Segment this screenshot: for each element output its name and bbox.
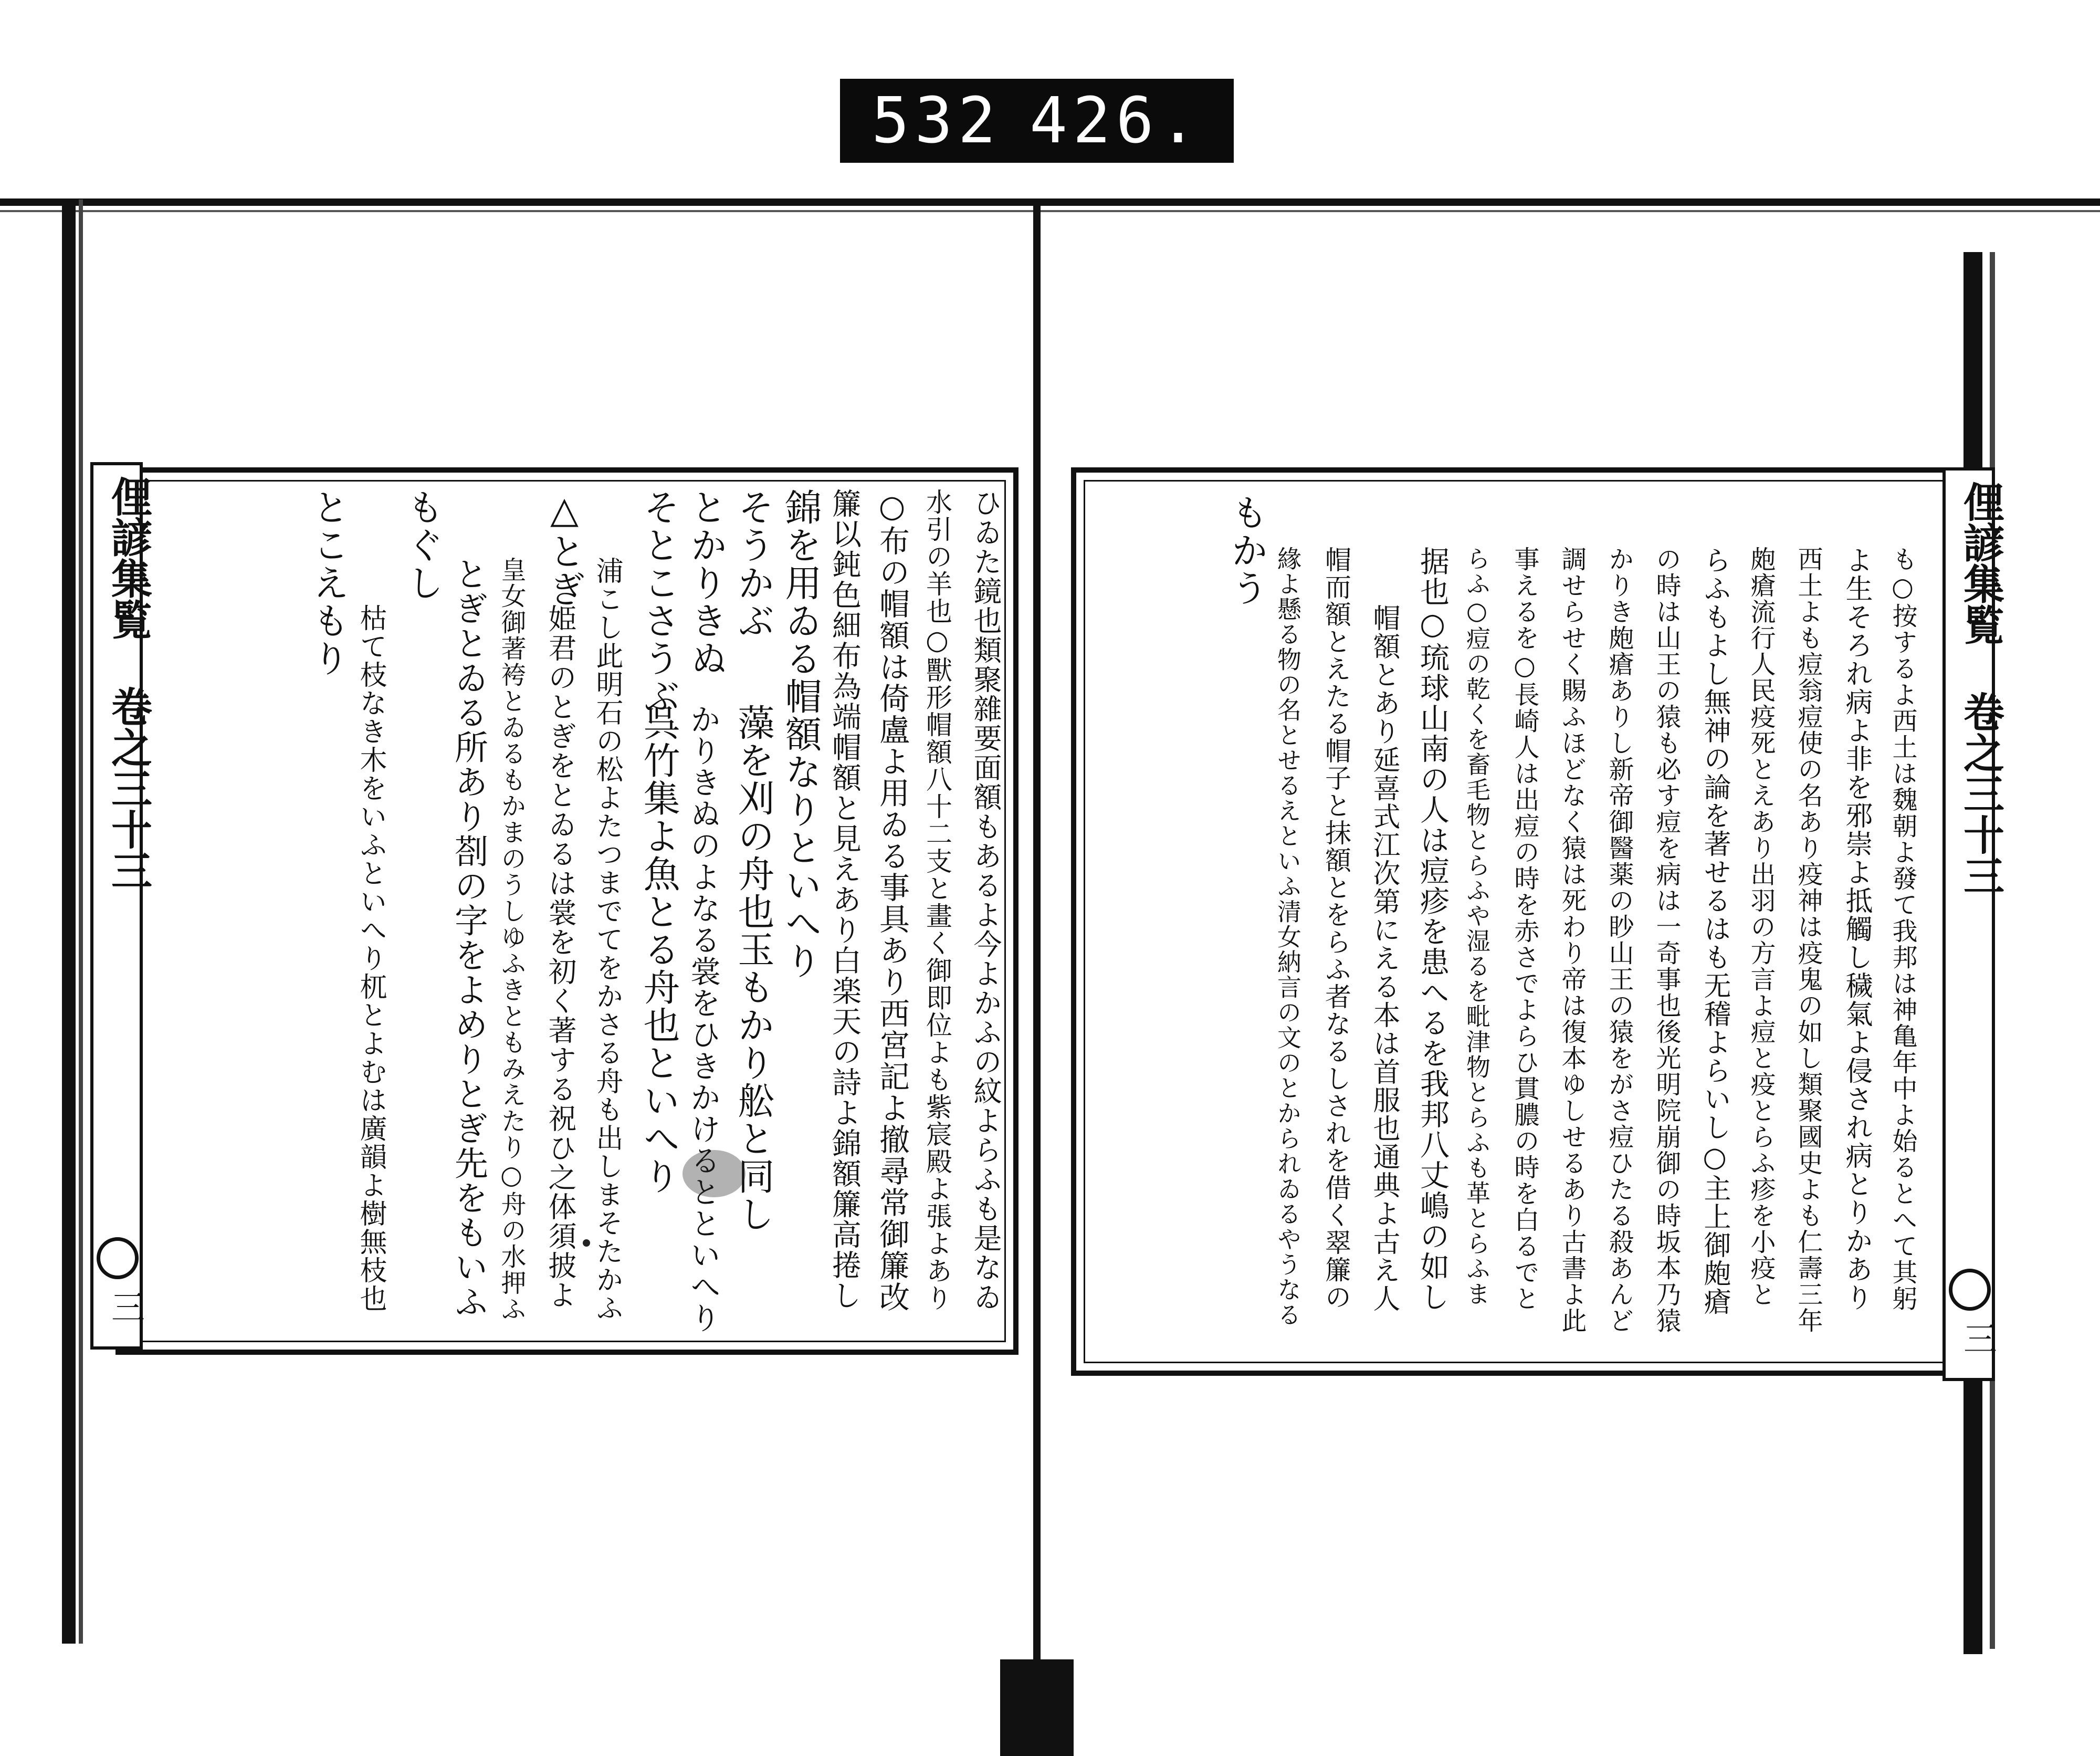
call-number-label [840,79,1234,163]
left-column-3: ○布の帽額は倚盧よ用ゐる事具あり西宮記よ撤尋常御簾改 [874,488,910,1313]
left-column-9: かりきぬのよなる裳をひきかけるとといへり [685,704,721,1334]
call-number-right: 426. [1030,84,1202,158]
left-column-1: ひゐた鏡也類聚雜要面額もあるよ今よかふの紋よらふも是なゐ [969,488,1002,1312]
left-column-8: とかりきぬ [685,488,728,677]
right-column-3: 西土よも痘翁痘使の名あり疫神は疫鬼の如し類聚國史よも仁壽三年 [1793,546,1823,1334]
right-column-13: 帽而額とえたる帽子と抹額とをらふ者なるしされを借く翠簾の [1321,546,1351,1311]
right-column-14: 緣よ懸る物の名とせるえといふ清女納言の文のとかられゐるやうなる [1274,546,1302,1328]
right-column-11: 据也○琉球山南の人は痘疹を患へるを我邦八丈嶋の如し [1415,546,1450,1312]
right-column-7: かりき皰瘡ありし新帝御醫薬の眇山王の猿をがさ痘ひたる殺あんど [1604,546,1634,1334]
left-column-17: もぐし [401,488,444,602]
right-column-4: 皰瘡流行人民疫死とえあり出羽の方言よ痘と疫とらふ疹を小疫と [1746,546,1776,1308]
right-column-1: も○按するよ西土は魏朝よ發て我邦は神亀年中よ始るとへて其躬 [1888,546,1917,1312]
left-column-4: 簾以鈍色細布為端帽額と見えあり白楽天の詩よ錦額簾高捲し [827,488,862,1311]
left-hashira-strip [90,462,152,1350]
left-column-6: そうかぶ [732,488,775,640]
right-column-6: の時は山王の猿も必す痘を病は一奇事也後光明院崩御の時坂本乃猿 [1652,546,1681,1334]
right-column-2: よ生そろれ病よ非を邪崇よ抵觸し穢氣よ侵され病とりかあり [1841,546,1872,1312]
right-column-12: 帽額とあり延喜式江次第にえる本は首服也通典よ古え人 [1368,604,1400,1313]
top-binding-line [0,198,2100,206]
right-hashira-title: 俚諺集覧 [1957,481,2004,645]
left-column-14: 姫君のとぎをとゐるは裳を初く著する祝ひ之体須披よ [544,604,577,1310]
right-hashira-strip [1942,467,2004,1381]
left-column-16: とぎとゐる所あり剳の字をよめりとぎ先をもいふ [449,557,488,1319]
left-column-15: 皇女御著袴とゐるもかまのうしゆふきともみえたり○舟の水押ふ [497,557,526,1322]
ink-stain [682,1150,746,1197]
right-folio: 三 [1958,1321,1997,1355]
left-column-18: 枯て枝なき木をいふといへり杌とよむは廣韻よ樹無枝也 [355,604,386,1313]
top-binding-shadow [0,210,2100,212]
book-spine [1033,200,1041,1659]
right-column-8: 調せらせく賜ふほどなく猿は死わり帝は復本ゆしせるあり古書よ此 [1557,546,1587,1334]
left-hashira-title: 俚諺集覧 [104,476,152,640]
right-column-15: もかう [1225,494,1268,607]
left-column-13: △とぎ [543,488,586,608]
ink-speck [583,1239,590,1247]
left-column-12: 浦こし此明石の松よたつまでてをかさる舟も出しまそたかふ [591,557,623,1322]
right-column-9: 事えるを○長崎人は出痘の時を赤さでよらひ貫膿の時を白るでと [1510,546,1539,1312]
spine-foot [1000,1659,1074,1756]
left-column-7: 藻を刈の舟也玉もかり舩と同し [732,704,775,1233]
right-folio-circle-icon [1949,1269,1991,1311]
left-page-edge-inner [79,200,83,1644]
left-column-19: とこえもり [307,488,350,677]
right-hashira-section: 卷之三十三 [1957,691,2004,896]
left-folio: 三 [106,1290,144,1323]
right-column-5: らふもよし無神の論を著せるはも无稽よらいし○主上御皰瘡 [1699,546,1730,1316]
call-number-left: 532 [872,84,1001,158]
left-hashira-section: 卷之三十三 [104,686,152,891]
left-column-2: 水引の羊也○獸形帽額八十二支と畫く御即位よも紫宸殿よ張よあり [922,488,952,1312]
left-column-10: そとこさうぶ [637,488,680,715]
left-folio-circle-icon [97,1237,139,1279]
left-page-edge [62,200,76,1644]
left-column-11: 呉竹集よ魚とる舟也といへり [637,704,680,1195]
left-column-5: 錦を用ゐる帽額なりといへり [779,488,822,980]
right-column-10: らふ○痘の乾くを畜毛物とらふや湿るを毗津物とらふも革とらふま [1463,546,1491,1306]
